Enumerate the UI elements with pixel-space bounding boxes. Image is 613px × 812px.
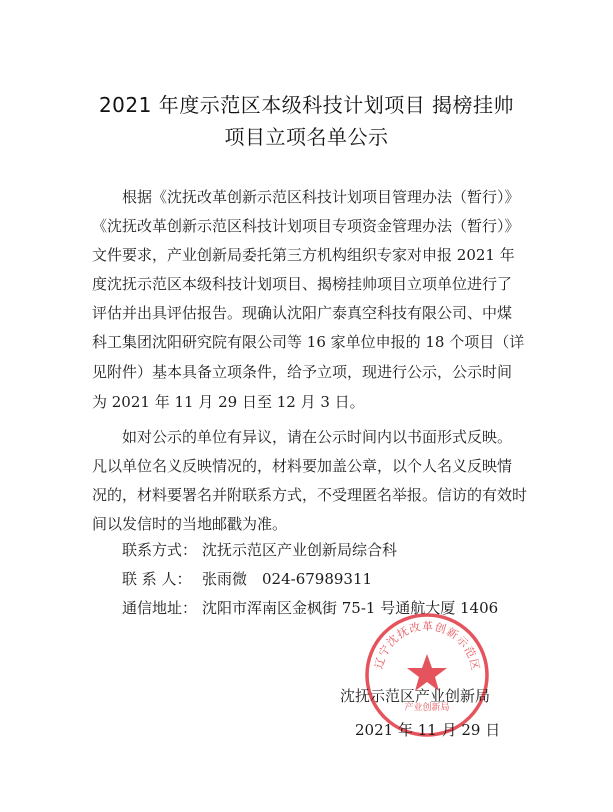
paragraph-1-line-4: 度沈抚示范区本级科技计划项目、揭榜挂帅项目立项单位进行了 — [92, 275, 513, 293]
paragraph-1-line-5: 评估并出具评估报告。现确认沈阳广泰真空科技有限公司、中煤 — [92, 304, 513, 322]
contact-person-value: 张雨微 024-67989311 — [202, 570, 373, 588]
contact-person — [122, 569, 372, 589]
svg-text:辽宁沈抚改革创新示范区管理委员会: 辽宁沈抚改革创新示范区 — [372, 619, 483, 673]
contact-department-value: 沈抚示范区产业创新局综合科 — [202, 541, 398, 559]
paragraph-1-line-7: 见附件）基本具备立项条件，给予立项，现进行公示，公示时间 — [92, 363, 513, 381]
contact-department — [122, 540, 397, 560]
document-title-line-2: 项目立项名单公示 — [224, 125, 389, 149]
signature-date: 2021 年 11 月 29 日 — [355, 721, 501, 739]
paragraph-1-line-2: 《沈抚改革创新示范区科技计划项目专项资金管理办法（暂行）》 — [92, 217, 520, 235]
signature-organization: 沈抚示范区产业创新局 — [340, 687, 491, 705]
paragraph-2-line-1: 如对公示的单位有异议，请在公示时间内以书面形式反映。 — [122, 428, 513, 446]
contact-department-label: 联系方式： — [122, 541, 198, 559]
paragraph-2-line-4: 间以发信时的当地邮戳为准。 — [92, 515, 288, 533]
svg-text:产业创新局: 产业创新局 — [404, 703, 450, 713]
paragraph-1-line-1: 根据《沈抚改革创新示范区科技计划项目管理办法（暂行）》 — [122, 188, 520, 206]
document-title-line-1: 2021 年度示范区本级科技计划项目 揭榜挂帅 — [98, 93, 515, 117]
paragraph-1-line-8: 为 2021 年 11 月 29 日至 12 月 3 日。 — [92, 393, 365, 411]
contact-person-label: 联 系 人： — [122, 570, 192, 588]
paragraph-1-line-6: 科工集团沈阳研究院有限公司等 16 家单位申报的 18 个项目（详 — [92, 333, 525, 351]
paragraph-2-line-2: 凡以单位名义反映情况的，材料要加盖公章，以个人名义反映情 — [92, 457, 513, 475]
contact-address-value: 沈阳市浑南区金枫街 75-1 号通航大厦 1406 — [202, 599, 499, 617]
paragraph-2-line-3: 况的，材料要署名并附联系方式，不受理匿名举报。信访的有效时 — [92, 486, 528, 504]
paragraph-1-line-3: 文件要求，产业创新局委托第三方机构组织专家对申报 2021 年 — [92, 246, 515, 264]
contact-address-label: 通信地址： — [122, 599, 198, 617]
